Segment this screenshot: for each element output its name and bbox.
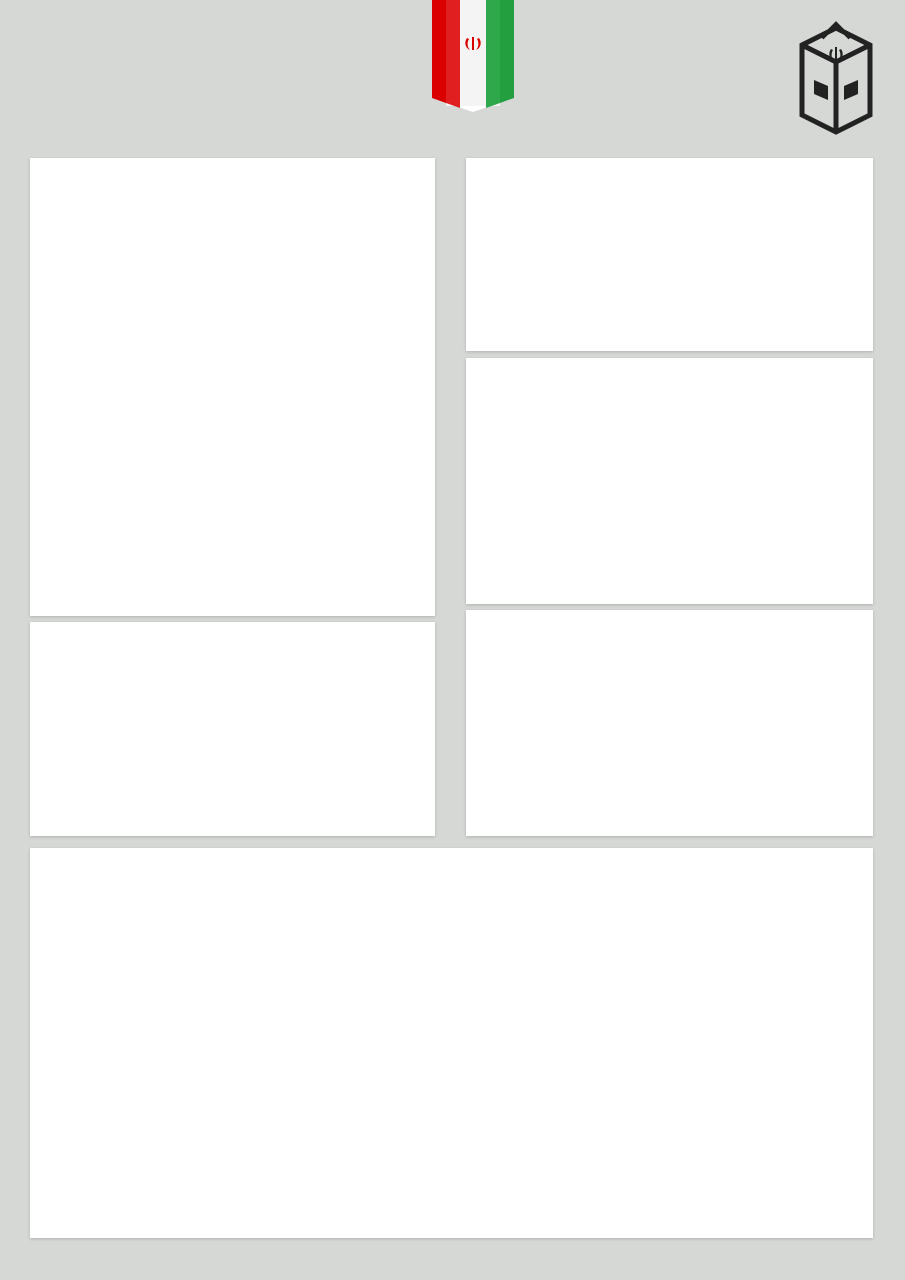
- veteran-donut-chart: [668, 612, 862, 806]
- exempt-card: [30, 622, 435, 836]
- gender-card: [466, 158, 873, 351]
- age-card: [30, 158, 435, 616]
- veteran-card: [466, 610, 873, 836]
- exempt-donut-chart: [136, 630, 322, 816]
- bar-chart: [30, 848, 873, 1238]
- ballot-box-icon: [792, 20, 880, 140]
- gender-donut-chart: [658, 156, 854, 352]
- education-donut-chart: [656, 380, 856, 580]
- iran-flag-icon: [432, 0, 514, 112]
- education-card: [466, 358, 873, 604]
- age-donut-chart: [142, 163, 332, 353]
- election-headquarters-logo: [700, 20, 880, 150]
- bar-chart-card: [30, 848, 873, 1238]
